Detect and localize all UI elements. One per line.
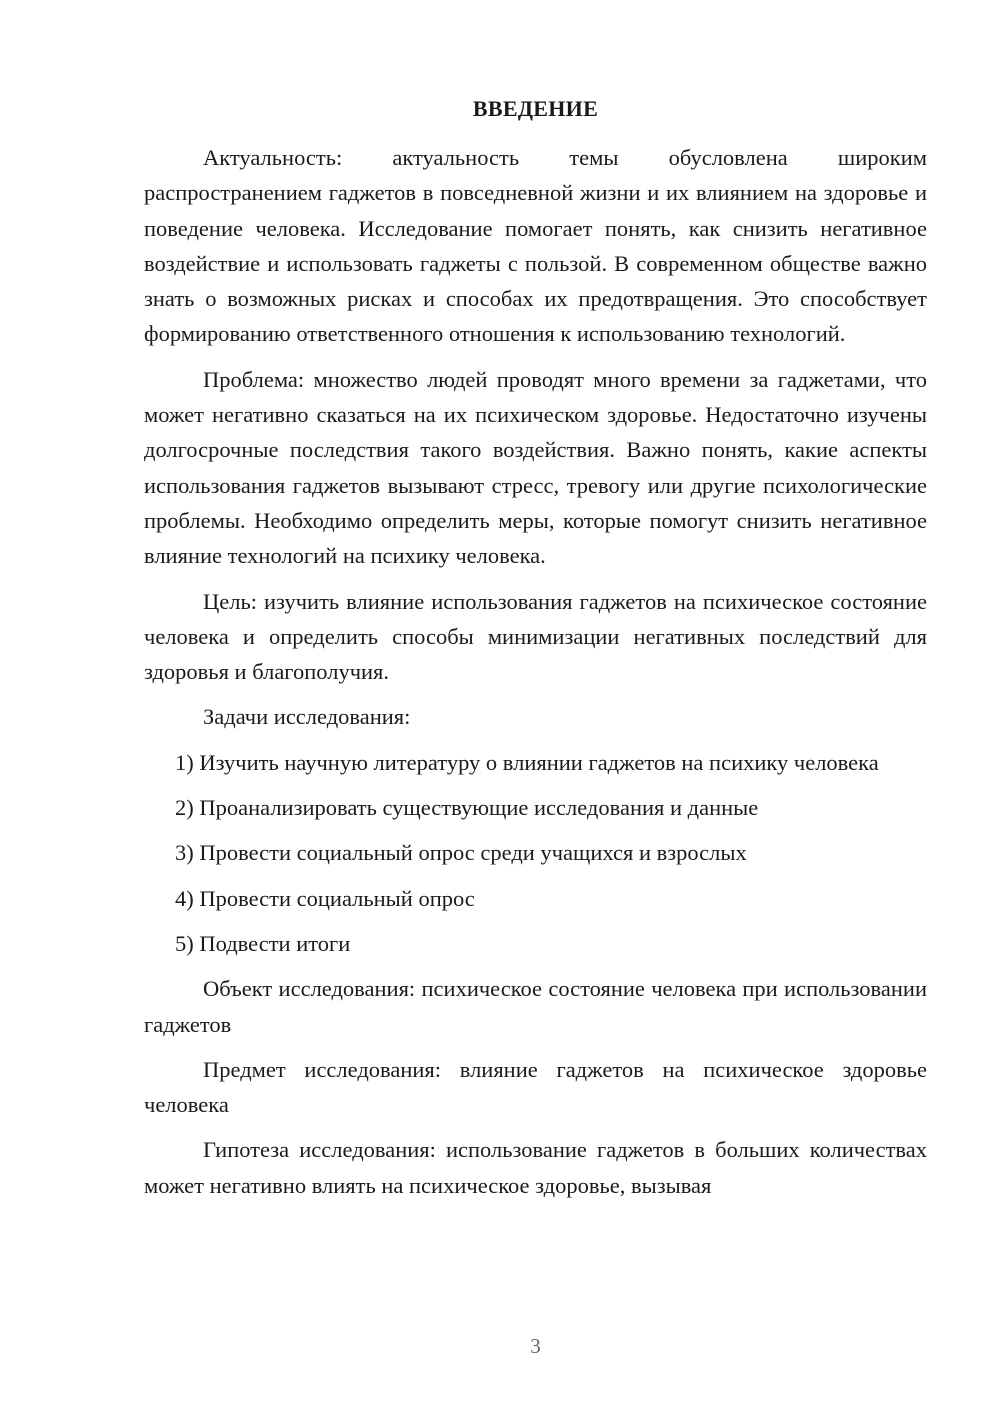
task-item-2: 2) Проанализировать существующие исследования и данные: [175, 795, 759, 821]
tasks-heading: Задачи исследования:: [203, 704, 411, 730]
page-title: ВВЕДЕНИЕ: [472, 96, 599, 121]
object-paragraph: Объект исследования: психическое состояние человека при использовании гаджетов: [144, 976, 927, 1037]
relevance-paragraph: Актуальность: актуальность темы обусловлена широким распространением гаджетов в повседневной жизни и их влиянием на здоровье и поведение человека. Исследование помогает понять, как снизить негативное воздействие и использовать гаджеты с пользой. В современном обществе важно знать о возможных рисках и способах их предотвращения. Это способствует формированию ответственного отношения к использованию технологий.: [144, 145, 927, 347]
task-item-1: 1) Изучить научную литературу о влиянии гаджетов на психику человека: [175, 749, 879, 775]
task-item-5: 5) Подвести итоги: [175, 930, 351, 956]
goal-paragraph: Цель: изучить влияние использования гаджетов на психическое состояние человека и определить способы минимизации негативных последствий для здоровья и благополучия.: [144, 588, 927, 685]
hypothesis-paragraph: Гипотеза исследования: использование гаджетов в больших количествах может негативно влиять на психическое здоровье, вызывая: [144, 1137, 927, 1198]
task-item-3: 3) Провести социальный опрос среди учащихся и взрослых: [175, 840, 747, 866]
page-number: 3: [530, 1334, 541, 1358]
task-item-4: 4) Провести социальный опрос: [175, 885, 475, 911]
document-page: [144, 0, 927, 1414]
subject-paragraph: Предмет исследования: влияние гаджетов на психическое здоровье человека: [144, 1056, 927, 1118]
problem-paragraph: Проблема: множество людей проводят много времени за гаджетами, что может негативно сказаться на их психическом здоровье. Недостаточно изучены долгосрочные последствия такого воздействия. Важно понять, какие аспекты использования гаджетов вызывают стресс, тревогу или другие психологические проблемы. Необходимо определить меры, которые помогут снизить негативное влияние технологий на психику человека.: [144, 366, 927, 569]
document-body: [144, 140, 927, 1213]
